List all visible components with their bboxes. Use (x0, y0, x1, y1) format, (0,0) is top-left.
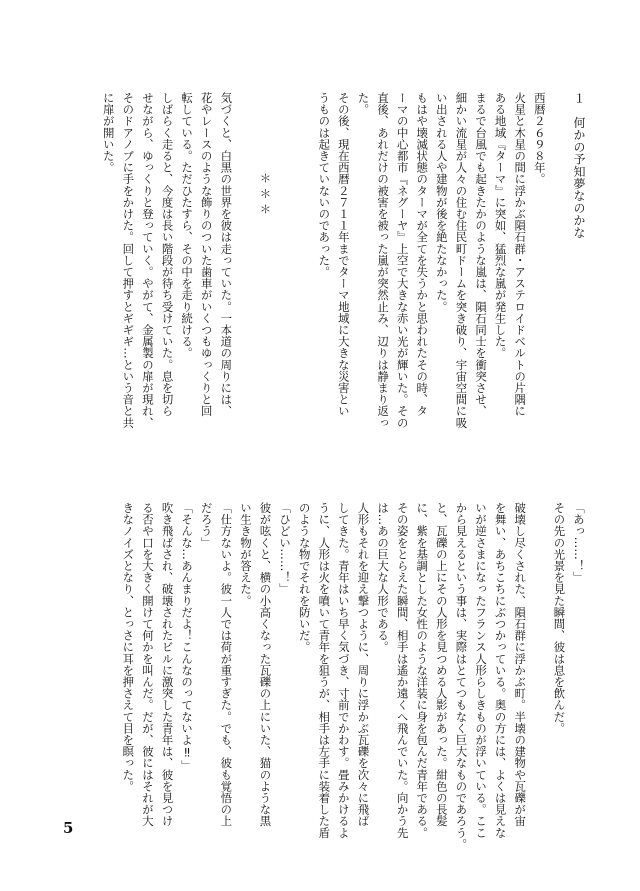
text-line: してきた。青年はいち早く気づき、寸前でかわす。畳みかけるよ (336, 502, 351, 839)
text-line: せながら、ゆっくりと登っていく。やがて、金属製の扉が現れ、 (140, 92, 155, 429)
text-line (235, 92, 255, 472)
text-line: 「ひどい……！」 (278, 502, 293, 595)
text-line (549, 92, 569, 472)
text-line: うに、人形は火を噴いて青年を狙うが、相手は左手に装着した盾 (317, 502, 332, 839)
text-line: と、瓦礫の上にその人形を見つめる人影があった。紺色の長髪 (434, 502, 449, 827)
text-line (275, 92, 295, 472)
text-line: いが逆さまになったフランス人形らしきものが浮いている。ここ (474, 502, 489, 839)
text-line: に扉が開いた。 (101, 92, 116, 174)
text-line: い出される人や建物が後を絶たなかった。 (434, 92, 449, 313)
text-line: ある地域『ターマ』に突如、猛烈な嵐が発生した。 (493, 92, 508, 359)
text-line: た。 (356, 92, 371, 116)
text-line: 細かい流星が人々の住む住民町ドームを突き破り、宇宙空間に吸 (454, 92, 469, 429)
text-line: 彼が呟くと、横の小高くなった瓦礫の上にいた、猫のような黒 (258, 502, 273, 827)
text-line: を舞い、あちこちにぶつかっている。奥の方には、よくは見えな (493, 502, 508, 839)
text-line: きなノイズとなり、とっさに耳を押さえて目を瞑った。 (121, 502, 136, 792)
text-line (529, 502, 549, 854)
text-line: しばらく走ると、今度は長い階段が待ち受けていた。息を切ら (160, 92, 175, 417)
text-line: に、紫を基調とした女性のような洋装に身を包んだ青年である。 (415, 502, 430, 839)
lower-text-block (58, 502, 588, 854)
text-line: その姿をとらえた瞬間、相手は遙か遠くへ飛んでいた。向かう先 (395, 502, 410, 839)
text-line: 火星と木星の間に浮かぶ隕石群・アステロイドベルトの片隅に (513, 92, 528, 417)
text-line: 気づくと、白黒の世界を彼は走っていた。一本道の周りには、 (219, 92, 234, 417)
text-line: 西暦２６９８年。 (532, 92, 547, 185)
text-line: は…あの巨大な人形である。 (376, 502, 391, 653)
text-line: い生き物が答えた。 (238, 502, 253, 607)
text-line: まるで台風でも起きたかのような嵐は、隕石同士を衝突させ、 (474, 92, 489, 417)
text-line: 「あっ……！」 (572, 502, 586, 584)
text-line: もはや壊滅状態のターマが全てを失うかと思われたその時、タ (415, 92, 430, 417)
chapter-title: １ 何かの予知夢なのかな (572, 92, 586, 239)
text-line: 転している。ただひたすら、その中を走り続ける。 (180, 92, 195, 359)
text-line: 破壊し尽くされた、隕石群に浮かぶ町。半壊の建物や瓦礫が宙 (513, 502, 528, 827)
text-line: から見えるという事は、実際はとてつもなく巨大なものであろう。 (454, 502, 469, 850)
text-line: のような物でそれを防いだ。 (297, 502, 312, 653)
text-line: そのドアノブに手をかけた。回して押すとギギギ…という音と共 (121, 92, 136, 429)
text-line: 「そんな…あんまりだよ！こんなのってないよ‼」 (180, 502, 195, 772)
text-line: 「仕方ないよ。彼一人では荷が重すぎた。でも、彼も覚悟の上 (219, 502, 234, 827)
text-line (294, 92, 314, 472)
page-number: 5 (63, 819, 74, 837)
text-line: ーマの中心都市『ネグーヤ』上空で大きな赤い光が輝いた。その (395, 92, 410, 429)
text-line: 直後、あれだけの被害を被った嵐が突然止み、辺りは静まり返っ (376, 92, 391, 429)
text-line: 吹き飛ばされ、破壊されたビルに激突した青年は、彼を見つけ (160, 502, 175, 827)
text-line: その先の光景を見た瞬間、彼は息を飲んだ。 (552, 502, 567, 734)
text-line: 人形もそれを迎え撃つように、周りに浮かぶ瓦礫を次々に飛ば (356, 502, 371, 827)
text-line: る否や口を大きく開けて何かを叫んだ。だが、彼にはそれが大 (140, 502, 155, 827)
text-line: 花やレースのような飾りのついた歯車がいくつもゆっくりと回 (199, 92, 214, 417)
text-line: その後、現在西暦２７１１年までターマ地域に大きな災害とい (336, 92, 351, 417)
upper-text-block (58, 92, 588, 472)
section-separator: ＊＊＊ (258, 171, 273, 218)
text-line: うものは起きていないのであった。 (317, 92, 332, 278)
text-line: だろう」 (199, 502, 214, 549)
